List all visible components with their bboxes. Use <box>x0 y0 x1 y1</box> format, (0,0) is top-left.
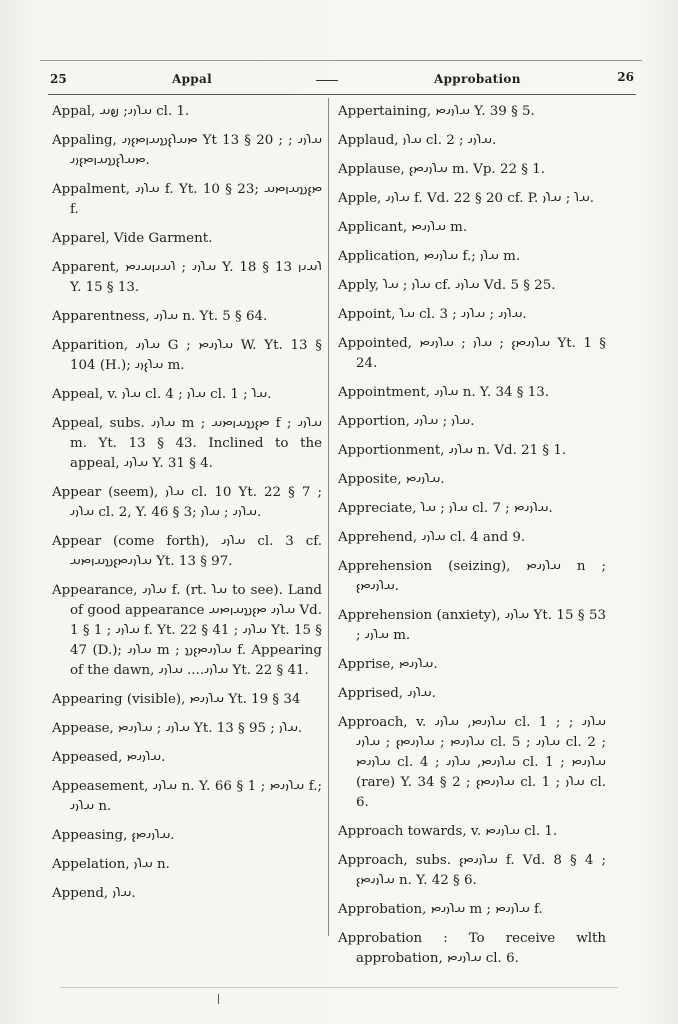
entry-applaud: Applaud, 𐬀𐬭𐬎 cl. 2 ; 𐬀𐬭𐬎𐬌. <box>338 133 497 148</box>
entry-appoint: Appoint, 𐬀𐬭 cl. 3 ; 𐬀𐬭𐬎𐬌 ; 𐬀𐬭𐬎𐬌. <box>338 307 527 322</box>
entry-applause: Applause, 𐬀𐬭𐬎𐬌𐬙𐬆 m. Vp. 22 § 1. <box>338 162 545 177</box>
page-number-right: 26 <box>617 70 634 84</box>
entry-appertaining: Appertaining, 𐬀𐬭𐬎𐬌𐬙 Y. 39 § 5. <box>338 104 535 119</box>
entry-apposite: Apposite, 𐬀𐬭𐬎𐬌𐬙. <box>338 472 445 487</box>
entry-appearance: Appearance, 𐬀𐬭𐬎𐬌 f. (rt. 𐬀𐬭 to see). Land of good appearance 𐬀𐬭𐬎𐬌 𐬙𐬆𐬯𐬀𐬥𐬙𐬀 Vd. 1 § 1 ; 𐬀𐬭𐬎𐬌 f. Yt. 22 § 41 ; 𐬀𐬭𐬎𐬌 Yt. 15 § 47 (D.); 𐬀𐬭𐬎𐬌 m ; 𐬀𐬭𐬎𐬌𐬙𐬆𐬯 f. Appearing of the dawn, 𐬀𐬭𐬎𐬌.... 𐬀𐬭𐬎𐬌 Yt. 22 § 41. <box>52 583 322 678</box>
entry-apportionment: Apportionment, 𐬀𐬭𐬎𐬌 n. Vd. 21 § 1. <box>338 443 567 458</box>
entry-approbation: Approbation, 𐬀𐬭𐬎𐬌𐬙 m ; 𐬀𐬭𐬎𐬌𐬙 f. <box>338 902 543 917</box>
entry-apprehension-seizing: Apprehension (seizing), 𐬀𐬭𐬎𐬌𐬙 n ; 𐬀𐬭𐬎𐬌𐬙𐬆. <box>338 559 607 594</box>
page-header <box>50 70 634 94</box>
entry-appear-come-forth: Appear (come forth), 𐬀𐬭𐬎𐬌 cl. 3 cf. 𐬀𐬭𐬎𐬌𐬙𐬆𐬯𐬀𐬥𐬙𐬀 Yt. 13 § 97. <box>52 534 322 569</box>
entry-appeasement: Appeasement, 𐬀𐬭𐬎𐬌 n. Y. 66 § 1 ; 𐬀𐬭𐬎𐬌𐬙 f.; 𐬀𐬭𐬎𐬌 n. <box>52 779 322 814</box>
entry-appearing: Appearing (visible), 𐬀𐬭𐬎𐬌𐬙 Yt. 19 § 34 <box>52 692 301 707</box>
running-headword-left: Appal <box>172 72 212 86</box>
entry-approach-subs: Approach, subs. 𐬀𐬭𐬎𐬌𐬙𐬆 f. Vd. 8 § 4 ; 𐬀𐬭𐬎𐬌𐬙𐬆 n. Y. 42 § 6. <box>338 853 606 888</box>
entry-apprise: Apprise, 𐬀𐬭𐬎𐬌𐬙. <box>338 657 438 672</box>
entry-approach-v: Approach, v. 𐬀𐬭𐬎𐬌𐬙, 𐬀𐬭𐬎𐬌 cl. 1 ; 𐬀𐬭𐬎𐬌 ; 𐬀𐬭𐬎𐬌𐬙 ; 𐬀𐬭𐬎𐬌𐬙𐬆 ; 𐬀𐬭𐬎𐬌 cl. 5 ; 𐬀𐬭𐬎𐬌 cl. 2 ; 𐬀𐬭𐬎𐬌𐬙 cl. 4 ; 𐬀𐬭𐬎𐬌𐬙, 𐬀𐬭𐬎𐬌 cl. 1 ; 𐬀𐬭𐬎𐬌𐬙 (rare) Y. 34 § 2 ; 𐬀𐬭𐬎𐬌𐬙𐬆 cl. 1 ; 𐬀𐬭𐬎 cl. 6. <box>338 715 606 810</box>
entry-appease: Appease, 𐬀𐬭𐬎𐬌 ; 𐬀𐬭𐬎𐬌𐬙 Yt. 13 § 95 ; 𐬀𐬭𐬎. <box>52 721 303 736</box>
entry-apparition: Apparition, 𐬀𐬭𐬎𐬌 G ; 𐬀𐬭𐬎𐬌𐬙 W. Yt. 13 § 104 (H.); 𐬀𐬭𐬆𐬎𐬌 m. <box>52 338 322 373</box>
entry-appreciate: Appreciate, 𐬀𐬭𐬎 ; 𐬀𐬭 cl. 7 ; 𐬀𐬭𐬎𐬌𐬙. <box>338 501 553 516</box>
entry-appeased: Appeased, 𐬀𐬭𐬎𐬌𐬙. <box>52 750 166 765</box>
entry-apparel: Apparel, Vide Garment. <box>52 231 213 246</box>
entry-apparentness: Apparentness, 𐬀𐬭𐬎𐬌 n. Yt. 5 § 64. <box>52 309 268 324</box>
entry-appointed: Appointed, 𐬀𐬭𐬎𐬌𐬙𐬆 ; 𐬀𐬭𐬎 ; 𐬀𐬭𐬎𐬌𐬙 Yt. 1 § 24. <box>338 336 606 371</box>
entry-approach-towards: Approach towards, v. 𐬀𐬭𐬎𐬌𐬙 cl. 1. <box>338 824 558 839</box>
page-number-left: 25 <box>50 72 67 86</box>
entry-appointment: Appointment, 𐬀𐬭𐬎𐬌 n. Y. 34 § 13. <box>338 385 550 400</box>
entry-apple: Apple, 𐬀𐬭𐬎𐬌 f. Vd. 22 § 20 cf. P. 𐬀𐬭 ; 𐬀𐬭𐬎. <box>338 191 594 206</box>
entry-appear-seem: Appear (seem), 𐬀𐬭𐬎 cl. 10 Yt. 22 § 7 ; 𐬀𐬭𐬎𐬌 cl. 2, Y. 46 § 3; 𐬀𐬭𐬎𐬌 ; 𐬀𐬭𐬎. <box>52 485 322 520</box>
entry-apprised: Apprised, 𐬀𐬭𐬎𐬌. <box>338 686 436 701</box>
entry-appaling: Appaling, 𐬙𐬀𐬭𐬆𐬯𐬀𐬥𐬙𐬆𐬎𐬌 Yt 13 § 20 ; 𐬀𐬭𐬎𐬌 ; 𐬙𐬀𐬭𐬆𐬯𐬀𐬥𐬙𐬆𐬎𐬌. <box>52 133 322 168</box>
header-rule <box>48 94 636 95</box>
entry-appeal-v: Appeal, v. 𐬀𐬭𐬎 cl. 4 ; 𐬀𐬭𐬎 cl. 1 ; 𐬀𐬭. <box>52 387 272 402</box>
entry-apprehend: Apprehend, 𐬀𐬭𐬎𐬌 cl. 4 and 9. <box>338 530 526 545</box>
entry-apparent: Apparent, 𐬀𐬭𐬎𐬌 ; 𐬭𐬀𐬌𐬥𐬀𐬌𐬙 Y. 18 § 13 𐬭𐬀𐬌𐬥 Y. 15 § 13. <box>52 260 322 295</box>
entry-apprehension-anxiety: Apprehension (anxiety), 𐬀𐬭𐬎𐬌 Yt. 15 § 53 ; 𐬀𐬭𐬎𐬌 m. <box>338 608 607 643</box>
entry-appelation: Appelation, 𐬀𐬭𐬎 n. <box>52 857 170 872</box>
entry-appalment: Appalment, 𐬀𐬭𐬎𐬌 f. Yt. 10 § 23; 𐬙𐬆𐬯𐬀𐬥𐬙𐬀 f. <box>52 182 322 217</box>
column-divider <box>328 98 329 936</box>
entry-apply: Apply, 𐬀𐬭𐬎 ; 𐬀𐬭 cf. 𐬀𐬭𐬎𐬌 Vd. 5 § 25. <box>338 278 556 293</box>
running-headword-right: Approbation <box>434 72 521 86</box>
header-dash <box>316 80 338 81</box>
bottom-rule <box>60 987 618 988</box>
entry-appeasing: Appeasing, 𐬀𐬭𐬎𐬌𐬙𐬆. <box>52 828 175 843</box>
right-column <box>338 102 606 978</box>
gutter-tick <box>218 994 219 1004</box>
entry-applicant: Applicant, 𐬀𐬭𐬎𐬌𐬙 m. <box>338 220 468 235</box>
entry-append: Append, 𐬀𐬭𐬎. <box>52 886 136 901</box>
entry-apportion: Apportion, 𐬀𐬭𐬎 ; 𐬀𐬭𐬎𐬌. <box>338 414 475 429</box>
left-column <box>52 102 322 913</box>
entry-appeal-subs: Appeal, subs. 𐬀𐬭𐬎𐬌 m ; 𐬙𐬆𐬯𐬀𐬥𐬙𐬀 f ; 𐬀𐬭𐬎𐬌 m. Yt. 13 § 43. Inclined to the appeal, 𐬀𐬭𐬎𐬌 Y. 31 § 4. <box>52 416 322 471</box>
entry-approbation-receive: Approbation : To receive wlth approbation, 𐬀𐬭𐬎𐬌𐬙 cl. 6. <box>338 931 606 966</box>
top-rule <box>40 60 642 61</box>
entry-application: Application, 𐬀𐬭𐬎𐬌𐬙 f.; 𐬀𐬭𐬎 m. <box>338 249 521 264</box>
entry-appal: Appal, 𐬀𐬭𐬎𐬌; 𐬞𐬀 cl. 1. <box>52 104 190 119</box>
